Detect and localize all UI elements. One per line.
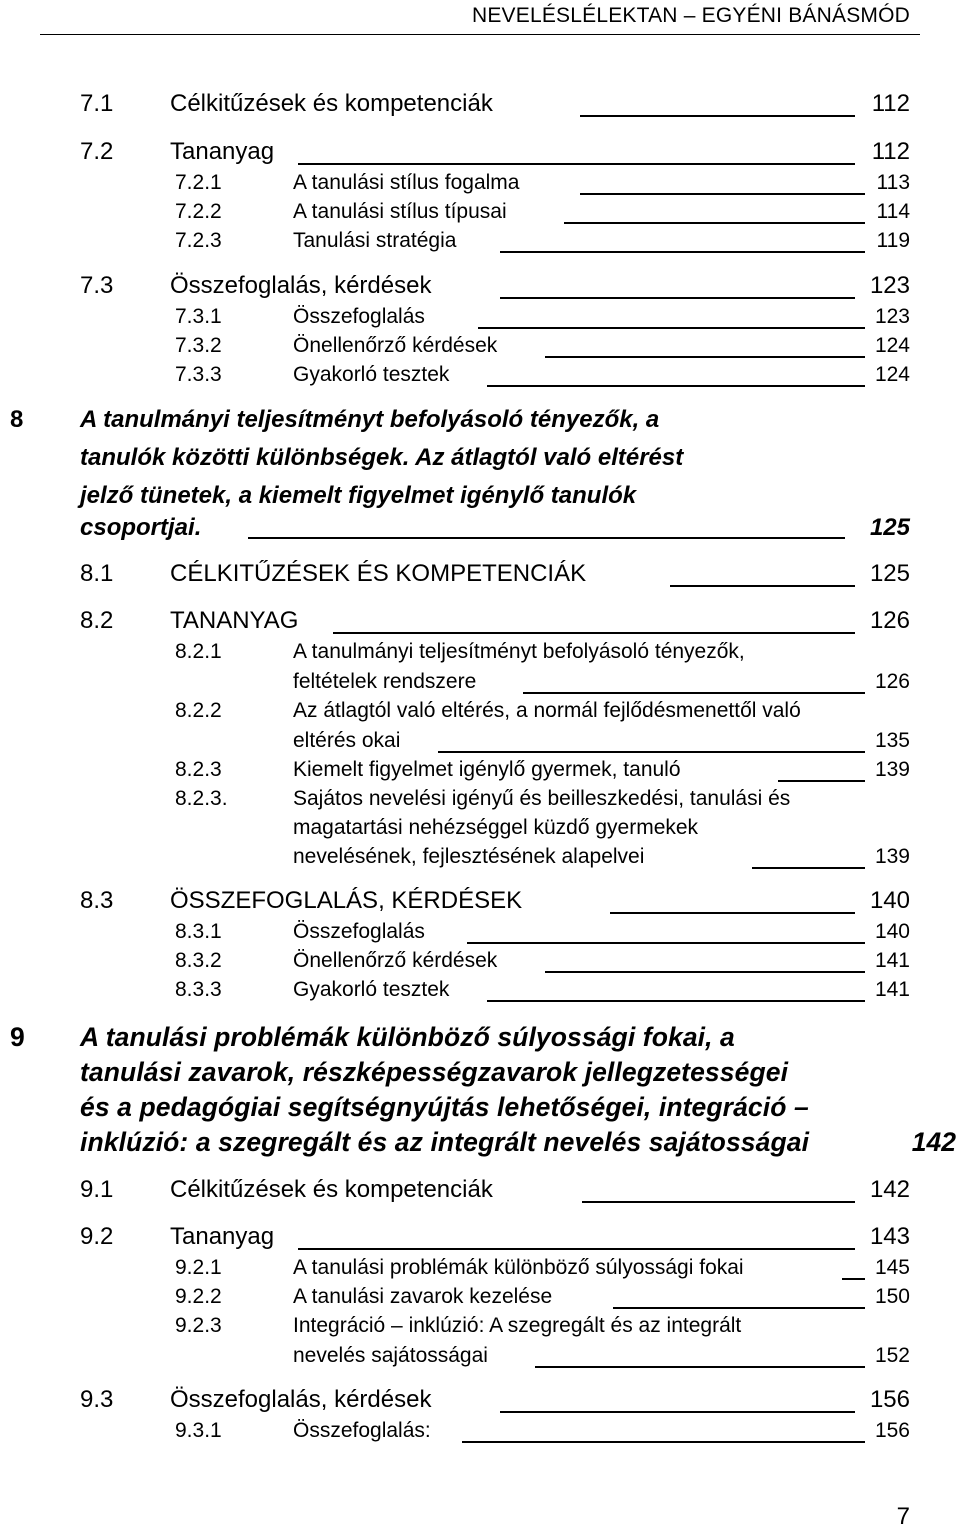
entry-page: 114: [876, 200, 910, 223]
entry-number: 8.1: [80, 560, 114, 587]
entry-number: 8.2.3.: [175, 787, 228, 810]
entry-title-continuation: feltételek rendszere: [293, 670, 477, 693]
dot-leader: [462, 1441, 865, 1443]
entry-number: 7.2.1: [175, 171, 222, 194]
entry-page: 145: [874, 1256, 910, 1279]
entry-title-continuation: magatartási nehézséggel küzdő gyermekek: [293, 816, 699, 839]
entry-page: 135: [874, 729, 910, 752]
entry-number: 8.3: [80, 887, 114, 914]
dot-leader: [752, 867, 865, 869]
dot-leader: [500, 297, 855, 299]
chapter-title-line: jelző tünetek, a kiemelt figyelmet igénylő tanulók: [80, 482, 637, 509]
entry-page: 124: [874, 334, 910, 357]
entry-number: 7.3.3: [175, 363, 222, 386]
entry-number: 7.3: [80, 272, 114, 299]
chapter-number: 8: [10, 406, 24, 433]
chapter-page: 125: [869, 514, 910, 541]
dot-leader: [467, 942, 865, 944]
entry-page: 140: [874, 920, 910, 943]
dot-leader: [610, 912, 855, 914]
entry-title: Integráció – inklúzió: A szegregált és az integrált: [293, 1314, 742, 1337]
entry-page: 143: [869, 1223, 910, 1250]
entry-page: 139: [874, 758, 910, 781]
entry-title: A tanulási stílus típusai: [293, 200, 507, 223]
entry-title: Kiemelt figyelmet igénylő gyermek, tanuló: [293, 758, 681, 781]
entry-title: Célkitűzések és kompetenciák: [170, 90, 493, 117]
dot-leader: [298, 163, 855, 165]
entry-title: Célkitűzések és kompetenciák: [170, 1176, 493, 1203]
entry-number: 9.3.1: [175, 1419, 222, 1442]
dot-leader: [545, 356, 865, 358]
entry-page: 141: [874, 978, 910, 1001]
chapter-title-line: és a pedagógiai segítségnyújtás lehetőségei, integráció –: [80, 1092, 809, 1122]
entry-page: 123: [874, 305, 910, 328]
entry-page: 113: [876, 171, 910, 194]
entry-page: 123: [869, 272, 910, 299]
entry-page: 112: [871, 138, 910, 165]
entry-number: 7.2: [80, 138, 114, 165]
entry-number: 9.2: [80, 1223, 114, 1250]
dot-leader: [580, 115, 855, 117]
entry-page: 126: [869, 607, 910, 634]
entry-title: Összefoglalás: [293, 920, 425, 943]
entry-number: 9.2.3: [175, 1314, 222, 1337]
entry-title: Tananyag: [170, 138, 275, 165]
entry-title-continuation: eltérés okai: [293, 729, 401, 752]
dot-leader: [248, 537, 845, 539]
dot-leader: [580, 193, 865, 195]
dot-leader: [298, 1248, 855, 1250]
dot-leader: [478, 327, 865, 329]
entry-title: Összefoglalás:: [293, 1419, 431, 1442]
chapter-title-line: inklúzió: a szegregált és az integrált nevelés sajátosságai: [80, 1127, 810, 1157]
entry-title-continuation: nevelés sajátosságai: [293, 1344, 488, 1367]
entry-title: A tanulási stílus fogalma: [293, 171, 520, 194]
dot-leader: [487, 385, 865, 387]
dot-leader: [523, 692, 865, 694]
entry-number: 7.1: [80, 90, 114, 117]
entry-number: 8.3.2: [175, 949, 222, 972]
entry-page: 119: [876, 229, 910, 252]
chapter-title-line: tanulási zavarok, részképességzavarok jellegzetességei: [80, 1057, 789, 1087]
entry-title: CÉLKITŰZÉSEK ÉS KOMPETENCIÁK: [170, 560, 587, 587]
entry-number: 7.3.2: [175, 334, 222, 357]
chapter-title-line: A tanulmányi teljesítményt befolyásoló tényezők, a: [80, 406, 660, 433]
chapter-title-line: A tanulási problémák különböző súlyossági fokai, a: [80, 1022, 735, 1052]
dot-leader: [842, 1278, 865, 1280]
dot-leader: [438, 751, 865, 753]
entry-number: 7.2.2: [175, 200, 222, 223]
entry-title: Tananyag: [170, 1223, 275, 1250]
entry-number: 7.2.3: [175, 229, 222, 252]
entry-number: 8.3.3: [175, 978, 222, 1001]
dot-leader: [500, 1411, 855, 1413]
entry-page: 156: [869, 1386, 910, 1413]
entry-title: Gyakorló tesztek: [293, 978, 450, 1001]
entry-title: Önellenőrző kérdések: [293, 949, 498, 972]
entry-title: Tanulási stratégia: [293, 229, 457, 252]
dot-leader: [487, 1000, 865, 1002]
page-number: 7: [896, 1503, 910, 1530]
entry-title: Önellenőrző kérdések: [293, 334, 498, 357]
dot-leader: [500, 251, 865, 253]
entry-page: 124: [874, 363, 910, 386]
entry-title: TANANYAG: [170, 607, 299, 634]
entry-title: Sajátos nevelési igényű és beilleszkedési, tanulási és: [293, 787, 791, 810]
entry-title: Összefoglalás, kérdések: [170, 272, 432, 299]
dot-leader: [564, 222, 865, 224]
entry-title: A tanulmányi teljesítményt befolyásoló tényezők,: [293, 640, 745, 663]
chapter-page: 142: [911, 1127, 956, 1157]
dot-leader: [333, 632, 855, 634]
dot-leader: [613, 1307, 865, 1309]
header-title: NEVELÉSLÉLEKTAN – EGYÉNI BÁNÁSMÓD: [471, 4, 910, 27]
entry-page: 112: [871, 90, 910, 117]
chapter-title-line: tanulók közötti különbségek. Az átlagtól való eltérést: [80, 444, 684, 471]
entry-title: Az átlagtól való eltérés, a normál fejlődésmenettől való: [293, 699, 801, 722]
entry-number: 8.2.3: [175, 758, 222, 781]
entry-page: 142: [869, 1176, 910, 1203]
dot-leader: [535, 1366, 865, 1368]
entry-title-continuation: nevelésének, fejlesztésének alapelvei: [293, 845, 645, 868]
entry-title: A tanulási problémák különböző súlyossági fokai: [293, 1256, 744, 1279]
entry-number: 8.2: [80, 607, 114, 634]
dot-leader: [582, 1201, 855, 1203]
dot-leader: [545, 971, 865, 973]
entry-number: 9.2.2: [175, 1285, 222, 1308]
entry-number: 9.3: [80, 1386, 114, 1413]
entry-page: 150: [874, 1285, 910, 1308]
entry-number: 8.3.1: [175, 920, 222, 943]
entry-title: Gyakorló tesztek: [293, 363, 450, 386]
entry-number: 9.2.1: [175, 1256, 222, 1279]
entry-number: 7.3.1: [175, 305, 222, 328]
entry-page: 125: [869, 560, 910, 587]
entry-number: 9.1: [80, 1176, 114, 1203]
dot-leader: [670, 585, 855, 587]
entry-page: 156: [874, 1419, 910, 1442]
entry-number: 8.2.1: [175, 640, 222, 663]
entry-number: 8.2.2: [175, 699, 222, 722]
entry-page: 141: [874, 949, 910, 972]
entry-page: 140: [869, 887, 910, 914]
entry-page: 126: [874, 670, 910, 693]
dot-leader: [778, 780, 865, 782]
entry-page: 139: [874, 845, 910, 868]
entry-title: Összefoglalás: [293, 305, 425, 328]
entry-page: 152: [874, 1344, 910, 1367]
entry-title: A tanulási zavarok kezelése: [293, 1285, 553, 1308]
chapter-number: 9: [10, 1022, 25, 1052]
entry-title: ÖSSZEFOGLALÁS, KÉRDÉSEK: [170, 887, 523, 914]
entry-title: Összefoglalás, kérdések: [170, 1386, 432, 1413]
chapter-title-line: csoportjai.: [80, 514, 202, 541]
